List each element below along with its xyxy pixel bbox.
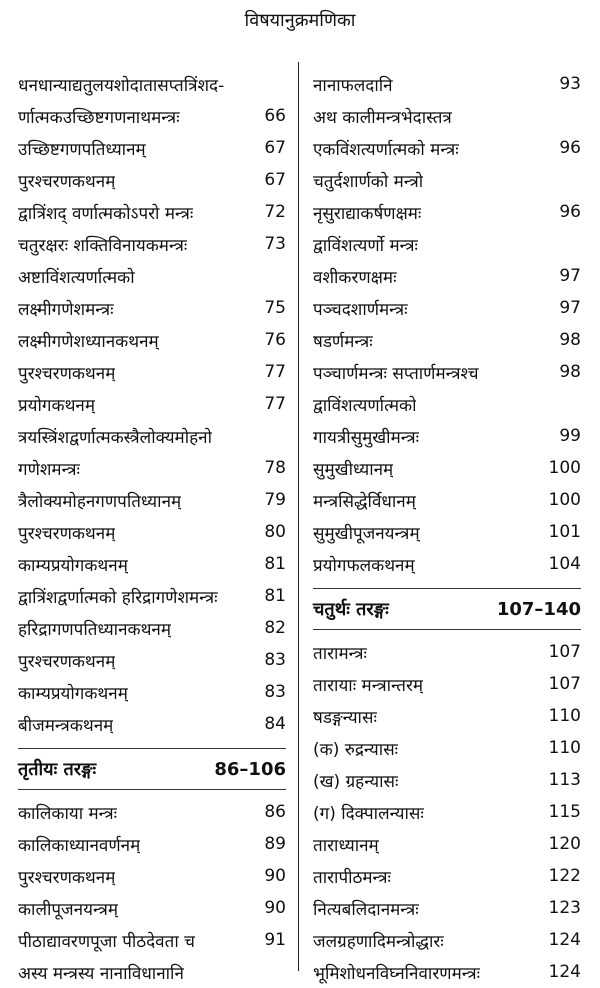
entry-text: गणेशमन्त्रः bbox=[18, 459, 80, 480]
section-title: तृतीयः तरङ्गः bbox=[18, 759, 97, 780]
toc-entry bbox=[313, 100, 581, 132]
entry-text: धनधान्याद्यतुलयशोदातासप्तत्रिंशद- bbox=[18, 75, 225, 96]
entry-text: भूमिशोधनविघ्ननिवारणमन्त्रः bbox=[313, 963, 481, 984]
entry-text: अथ कालीमन्त्रभेदास्तत्र bbox=[313, 107, 452, 128]
entry-text: हरिद्रागणपतिध्यानकथनम् bbox=[18, 619, 172, 640]
entry-text: लक्ष्मीगणेशमन्त्रः bbox=[18, 299, 114, 320]
entry-page: 124 bbox=[548, 962, 581, 982]
entry-page: 96 bbox=[559, 202, 581, 222]
entry-text: (ख) ग्रहन्यासः bbox=[313, 771, 399, 792]
toc-entry bbox=[18, 612, 286, 644]
entry-text: काम्यप्रयोगकथनम् bbox=[18, 683, 128, 704]
entry-text: द्वात्रिंशद्वर्णात्मको हरिद्रागणेशमन्त्रः bbox=[18, 587, 218, 608]
entry-text: षडङ्गन्यासः bbox=[313, 707, 377, 728]
entry-page: 89 bbox=[264, 834, 286, 854]
toc-entry bbox=[313, 892, 581, 924]
toc-entry bbox=[18, 580, 286, 612]
entry-text: वशीकरणक्षमः bbox=[313, 267, 397, 288]
entry-page: 100 bbox=[548, 458, 581, 478]
entry-page: 82 bbox=[264, 618, 286, 638]
left-entries-after bbox=[18, 796, 286, 988]
section-range: 86–106 bbox=[214, 758, 286, 780]
toc-entry bbox=[313, 924, 581, 956]
toc-entry bbox=[313, 388, 581, 420]
entry-page: 91 bbox=[264, 930, 286, 950]
entry-text: र्णात्मकउच्छिष्टगणनाथमन्त्रः bbox=[18, 107, 180, 128]
right-column bbox=[313, 68, 581, 988]
entry-text: सुमुखीध्यानम् bbox=[313, 459, 394, 480]
toc-entry bbox=[18, 708, 286, 740]
toc-entry bbox=[313, 828, 581, 860]
toc-entry bbox=[18, 796, 286, 828]
entry-text: पुरश्चरणकथनम् bbox=[18, 523, 116, 544]
toc-entry bbox=[18, 164, 286, 196]
entry-page: 78 bbox=[264, 458, 286, 478]
section-heading-chaturtha bbox=[313, 588, 581, 630]
entry-text: कालिकाध्यानवर्णनम् bbox=[18, 835, 141, 856]
toc-entry bbox=[18, 924, 286, 956]
entry-page: 107 bbox=[548, 642, 581, 662]
section-title: चतुर्थः तरङ्गः bbox=[313, 599, 389, 620]
toc-entry bbox=[313, 68, 581, 100]
entry-page: 76 bbox=[264, 330, 286, 350]
entry-text: नृसुराद्याकर्षणक्षमः bbox=[313, 203, 422, 224]
toc-entry bbox=[313, 668, 581, 700]
section-heading-tritiya bbox=[18, 748, 286, 790]
entry-text: कालिकाया मन्त्रः bbox=[18, 803, 118, 824]
entry-text: द्वाविंशत्यर्णो मन्त्रः bbox=[313, 235, 418, 256]
toc-entry bbox=[313, 452, 581, 484]
entry-page: 81 bbox=[264, 586, 286, 606]
entry-page: 67 bbox=[264, 138, 286, 158]
entry-page: 75 bbox=[264, 298, 286, 318]
toc-entry bbox=[18, 516, 286, 548]
entry-text: गायत्रीसुमुखीमन्त्रः bbox=[313, 427, 420, 448]
toc-entry bbox=[313, 164, 581, 196]
toc-entry bbox=[313, 548, 581, 580]
entry-page: 98 bbox=[559, 362, 581, 382]
toc-entry bbox=[313, 796, 581, 828]
entry-page: 120 bbox=[548, 834, 581, 854]
left-column bbox=[18, 68, 286, 988]
entry-text: बीजमन्त्रकथनम् bbox=[18, 715, 114, 736]
entry-page: 124 bbox=[548, 930, 581, 950]
entry-page: 81 bbox=[264, 554, 286, 574]
entry-text: तारायाः मन्त्रान्तरम् bbox=[313, 675, 424, 696]
entry-page: 86 bbox=[264, 802, 286, 822]
entry-text: त्रैलोक्यमोहनगणपतिध्यानम् bbox=[18, 491, 182, 512]
column-divider bbox=[298, 62, 299, 971]
entry-page: 113 bbox=[548, 770, 581, 790]
toc-entry bbox=[18, 324, 286, 356]
entry-page: 79 bbox=[264, 490, 286, 510]
entry-page: 98 bbox=[559, 330, 581, 350]
entry-page: 115 bbox=[548, 802, 581, 822]
toc-entry bbox=[18, 644, 286, 676]
entry-text: ताराध्यानम् bbox=[313, 835, 379, 856]
entry-text: अष्टाविंशत्यर्णात्मको bbox=[18, 267, 135, 288]
entry-page: 84 bbox=[264, 714, 286, 734]
toc-entry bbox=[313, 732, 581, 764]
entry-page: 77 bbox=[264, 362, 286, 382]
entry-text: पुरश्चरणकथनम् bbox=[18, 171, 116, 192]
toc-entry bbox=[313, 636, 581, 668]
toc-entry bbox=[18, 484, 286, 516]
toc-entry bbox=[313, 356, 581, 388]
toc-entry bbox=[18, 100, 286, 132]
toc-entry bbox=[313, 196, 581, 228]
entry-text: नानाफलदानि bbox=[313, 75, 393, 96]
toc-entry bbox=[18, 860, 286, 892]
entry-page: 67 bbox=[264, 170, 286, 190]
toc-entry bbox=[18, 196, 286, 228]
entry-text: द्वात्रिंशद् वर्णात्मकोऽपरो मन्त्रः bbox=[18, 203, 194, 224]
entry-page: 100 bbox=[548, 490, 581, 510]
entry-text: मन्त्रसिद्धेर्विधानम् bbox=[313, 491, 416, 512]
entry-text: पुरश्चरणकथनम् bbox=[18, 651, 116, 672]
toc-entry bbox=[313, 700, 581, 732]
toc-entry bbox=[18, 828, 286, 860]
entry-page: 110 bbox=[548, 738, 581, 758]
entry-text: उच्छिष्टगणपतिध्यानम् bbox=[18, 139, 146, 160]
entry-page: 90 bbox=[264, 866, 286, 886]
page-title: विषयानुक्रमणिका bbox=[244, 10, 356, 31]
toc-entry bbox=[18, 68, 286, 100]
entry-text: सुमुखीपूजनयन्त्रम् bbox=[313, 523, 420, 544]
entry-text: प्रयोगकथनम् bbox=[18, 395, 96, 416]
toc-entry bbox=[313, 260, 581, 292]
entry-text: पञ्चदशार्णमन्त्रः bbox=[313, 299, 408, 320]
toc-entry bbox=[313, 764, 581, 796]
entry-text: काम्यप्रयोगकथनम् bbox=[18, 555, 128, 576]
toc-entry bbox=[313, 324, 581, 356]
entry-text: पुरश्चरणकथनम् bbox=[18, 363, 116, 384]
entry-text: प्रयोगफलकथनम् bbox=[313, 555, 415, 576]
entry-text: पीठाद्यावरणपूजा पीठदेवता च bbox=[18, 931, 195, 952]
toc-entry bbox=[18, 356, 286, 388]
toc-entry bbox=[18, 388, 286, 420]
toc-entry bbox=[18, 452, 286, 484]
toc-entry bbox=[313, 292, 581, 324]
entry-page: 97 bbox=[559, 266, 581, 286]
toc-entry bbox=[18, 132, 286, 164]
entry-text: एकविंशत्यर्णात्मको मन्त्रः bbox=[313, 139, 459, 160]
entry-page: 122 bbox=[548, 866, 581, 886]
toc-entry bbox=[18, 420, 286, 452]
entry-text: त्रयस्त्रिंशद्वर्णात्मकस्त्रैलोक्यमोहनो bbox=[18, 427, 212, 448]
entry-page: 104 bbox=[548, 554, 581, 574]
right-entries-after bbox=[313, 636, 581, 988]
entry-page: 97 bbox=[559, 298, 581, 318]
entry-page: 93 bbox=[559, 74, 581, 94]
entry-text: चतुरक्षरः शक्तिविनायकमन्त्रः bbox=[18, 235, 188, 256]
entry-page: 99 bbox=[559, 426, 581, 446]
entry-text: जलग्रहणादिमन्त्रोद्धारः bbox=[313, 931, 444, 952]
toc-entry bbox=[18, 260, 286, 292]
toc-entry bbox=[18, 676, 286, 708]
entry-text: पुरश्चरणकथनम् bbox=[18, 867, 116, 888]
entry-page: 83 bbox=[264, 650, 286, 670]
section-range: 107–140 bbox=[496, 598, 581, 620]
entry-text: (क) रुद्रन्यासः bbox=[313, 739, 399, 760]
entry-text: द्वाविंशत्यर्णात्मको bbox=[313, 395, 417, 416]
toc-entry bbox=[313, 484, 581, 516]
toc-entry bbox=[313, 420, 581, 452]
toc-entry bbox=[18, 548, 286, 580]
toc-entry bbox=[18, 292, 286, 324]
entry-page: 83 bbox=[264, 682, 286, 702]
toc-entry bbox=[18, 228, 286, 260]
entry-page: 80 bbox=[264, 522, 286, 542]
entry-text: अस्य मन्त्रस्य नानाविधानानि bbox=[18, 963, 184, 984]
entry-page: 72 bbox=[264, 202, 286, 222]
entry-text: तारामन्त्रः bbox=[313, 643, 367, 664]
entry-page: 101 bbox=[548, 522, 581, 542]
entry-text: (ग) दिक्पालन्यासः bbox=[313, 803, 424, 824]
entry-page: 90 bbox=[264, 898, 286, 918]
entry-text: कालीपूजनयन्त्रम् bbox=[18, 899, 119, 920]
entry-text: लक्ष्मीगणेशध्यानकथनम् bbox=[18, 331, 159, 352]
entry-text: चतुर्दशार्णको मन्त्रो bbox=[313, 171, 424, 192]
entry-page: 107 bbox=[548, 674, 581, 694]
entry-text: षडर्णमन्त्रः bbox=[313, 331, 373, 352]
right-entries-before bbox=[313, 68, 581, 580]
toc-entry bbox=[313, 860, 581, 892]
toc-entry bbox=[313, 132, 581, 164]
toc-entry bbox=[18, 892, 286, 924]
toc-entry bbox=[313, 516, 581, 548]
entry-page: 96 bbox=[559, 138, 581, 158]
toc-entry bbox=[18, 956, 286, 988]
entry-text: नित्यबलिदानमन्त्रः bbox=[313, 899, 419, 920]
entry-page: 73 bbox=[264, 234, 286, 254]
toc-entry bbox=[313, 956, 581, 988]
entry-page: 123 bbox=[548, 898, 581, 918]
entry-text: पञ्चार्णमन्त्रः सप्तार्णमन्त्रश्च bbox=[313, 363, 479, 384]
entry-page: 110 bbox=[548, 706, 581, 726]
entry-page: 77 bbox=[264, 394, 286, 414]
toc-entry bbox=[313, 228, 581, 260]
entry-page: 66 bbox=[264, 106, 286, 126]
entry-text: तारापीठमन्त्रः bbox=[313, 867, 391, 888]
left-entries-before bbox=[18, 68, 286, 740]
